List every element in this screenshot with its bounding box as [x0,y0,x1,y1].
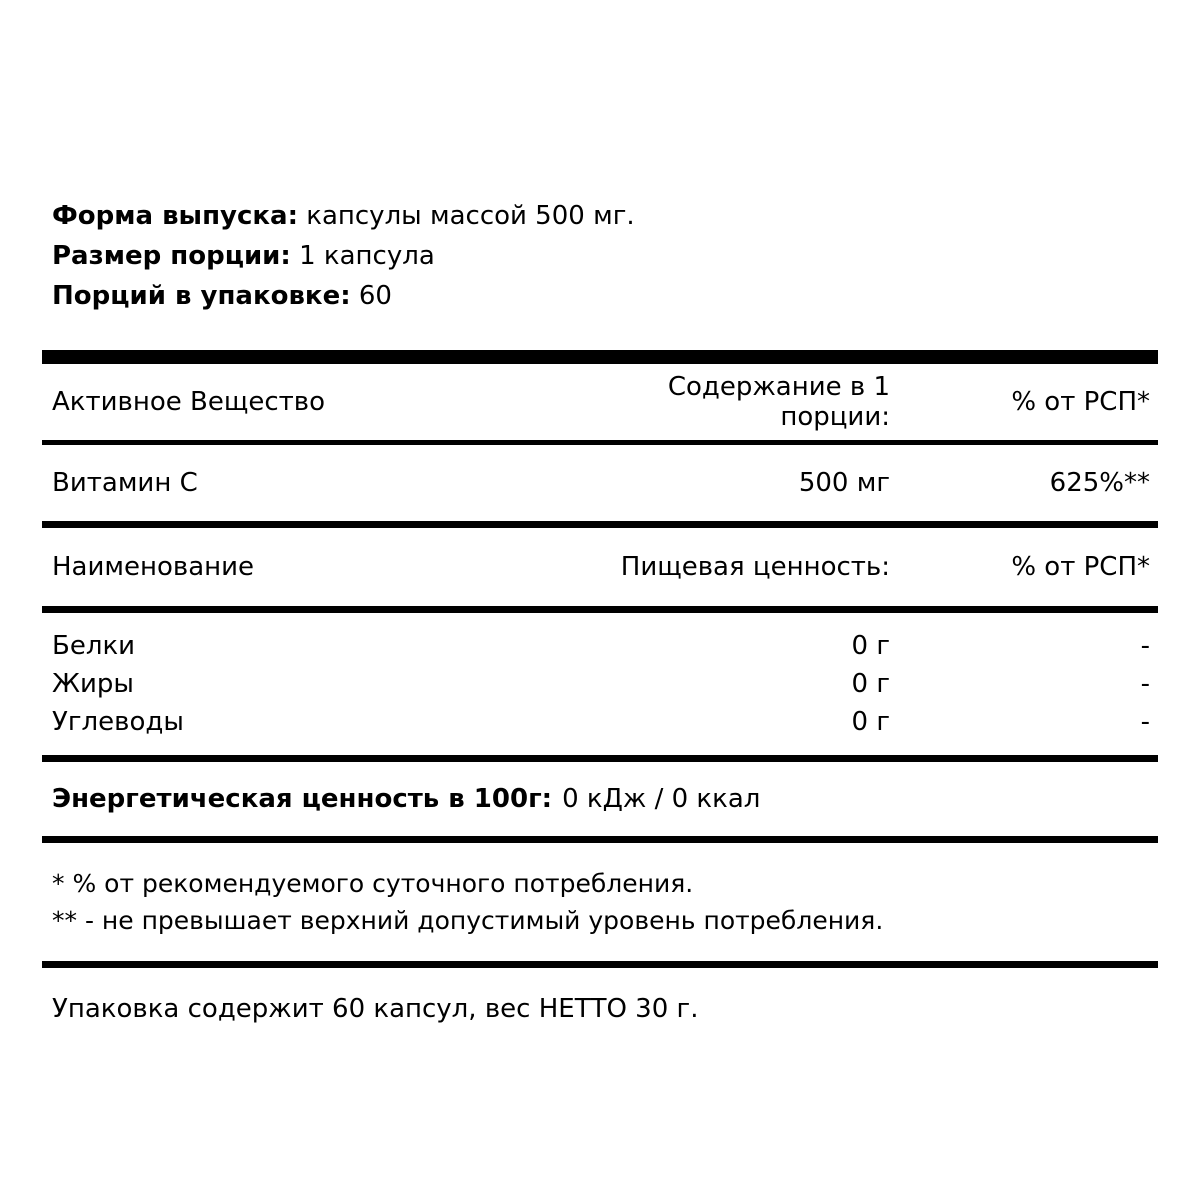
nutrition-header-rsp: % от РСП* [1011,552,1150,582]
serving-size-line [52,236,1158,276]
nutrition-row-rsp: - [1140,669,1150,699]
nutrition-rows [42,613,1158,755]
form-line [52,196,1158,236]
nutrition-header-rule [42,606,1158,613]
active-table-header-row [42,364,1158,440]
active-table-bottom-rule [42,521,1158,528]
table-row [42,665,1158,703]
table-row [42,703,1158,741]
servings-per-container-line [52,276,1158,316]
supplement-facts-table [42,350,1158,1024]
servings-per-container-value: 60 [358,281,392,311]
nutrition-table-bottom-rule [42,755,1158,762]
nutrition-row-amount: 0 г [851,631,890,661]
active-row-name: Витамин С [52,468,198,498]
footnote-upper-limit: ** - не превышает верхний допустимый уровень потребления. [52,906,884,935]
nutrition-table-header-row [42,528,1158,606]
active-header-name: Активное Вещество [52,387,326,417]
active-row-amount: 500 мг [798,468,890,498]
footnotes [42,843,1158,961]
active-row-rsp: 625%** [1049,468,1150,498]
active-header-amount: Содержание в 1 порции: [667,372,890,432]
package-contents-note: Упаковка содержит 60 капсул, вес НЕТТО 30 г. [52,994,699,1024]
nutrition-header-name: Наименование [52,552,255,582]
serving-size-label: Размер порции: [52,241,291,271]
nutrition-row-rsp: - [1140,631,1150,661]
table-row [42,627,1158,665]
nutrition-row-amount: 0 г [851,669,890,699]
table-top-rule [42,350,1158,364]
footnote-rsp: * % от рекомендуемого суточного потребления. [52,869,694,898]
nutrition-row-rsp: - [1140,707,1150,737]
energy-bottom-rule [42,836,1158,843]
serving-size-value: 1 капсула [299,241,435,271]
nutrition-row-name: Углеводы [52,707,184,737]
form-label: Форма выпуска: [52,201,298,231]
energy-value: 0 кДж / 0 ккал [562,784,761,814]
footnotes-bottom-rule [42,961,1158,968]
nutrition-row-name: Белки [52,631,136,661]
nutrition-row-amount: 0 г [851,707,890,737]
servings-per-container-label: Порций в упаковке: [52,281,351,311]
form-value: капсулы массой 500 мг. [306,201,635,231]
energy-label: Энергетическая ценность в 100г: [52,784,553,814]
active-header-rsp: % от РСП* [1011,387,1150,417]
product-info-block [52,0,1158,316]
energy-value-row [42,762,1158,836]
table-row [42,445,1158,521]
nutrition-header-amount: Пищевая ценность: [620,552,890,582]
nutrition-row-name: Жиры [52,669,134,699]
